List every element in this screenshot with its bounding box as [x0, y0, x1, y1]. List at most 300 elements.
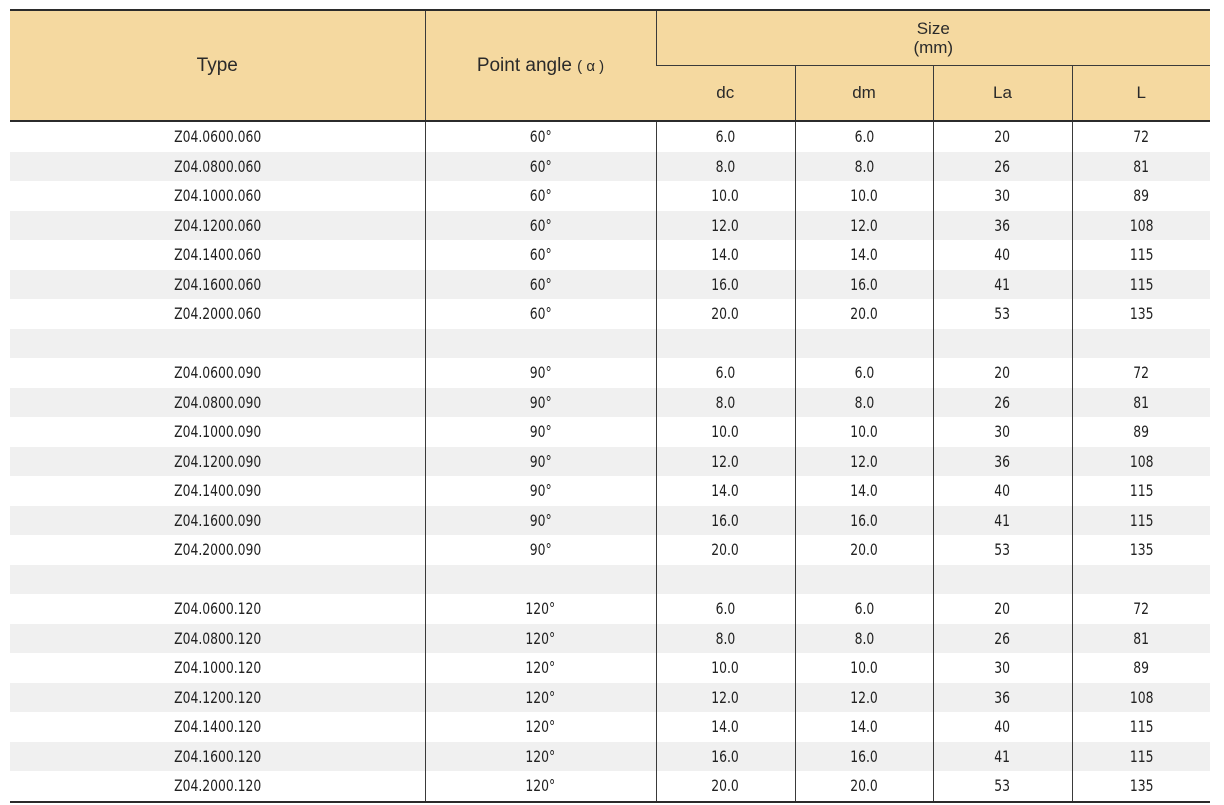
table-row: [10, 417, 1210, 447]
cell-l-value: 108: [1129, 215, 1154, 235]
cell-l: [1072, 624, 1210, 654]
cell-dc-value: 14.0: [711, 245, 740, 265]
cell-l-value: 81: [1133, 392, 1150, 412]
cell-dm: [795, 447, 933, 477]
header-alpha-symbol: ( α ): [577, 57, 605, 75]
cell-dm: [795, 388, 933, 418]
cell-la: [933, 771, 1072, 802]
table-row: [10, 506, 1210, 536]
cell-l: [1072, 506, 1210, 536]
cell-la-value: 26: [994, 156, 1011, 176]
cell-la: [933, 535, 1072, 565]
cell-angle: [425, 417, 656, 447]
cell-l: [1072, 270, 1210, 300]
cell-la: [933, 121, 1072, 152]
cell-la-value: 20: [994, 363, 1011, 383]
cell-dm: [795, 299, 933, 329]
cell-angle: [425, 211, 656, 241]
table-row: [10, 152, 1210, 182]
cell-type-value: Z04.1400.090: [173, 481, 261, 501]
cell-type-value: Z04.0800.120: [173, 628, 261, 648]
table-row: [10, 742, 1210, 772]
cell-la: [933, 329, 1072, 359]
cell-l-value: 89: [1133, 186, 1150, 206]
cell-dc: [656, 211, 795, 241]
cell-type: [10, 329, 425, 359]
cell-type-value: Z04.1600.090: [173, 510, 261, 530]
cell-type-value: Z04.1000.090: [173, 422, 261, 442]
cell-angle-value: 120°: [525, 658, 556, 678]
cell-angle: [425, 152, 656, 182]
cell-type: [10, 299, 425, 329]
table-body: [10, 121, 1210, 802]
cell-dm-value: 8.0: [854, 156, 874, 176]
cell-la-value: 20: [994, 599, 1011, 619]
cell-la-value: 36: [994, 451, 1011, 471]
cell-dc-value: 14.0: [711, 717, 740, 737]
header-dc: dc: [656, 66, 795, 122]
cell-l: [1072, 211, 1210, 241]
cell-type: [10, 594, 425, 624]
cell-type-value: Z04.2000.120: [173, 776, 261, 796]
cell-angle-value: 90°: [529, 451, 552, 471]
cell-l: [1072, 181, 1210, 211]
cell-angle: [425, 683, 656, 713]
cell-angle: [425, 594, 656, 624]
cell-la: [933, 565, 1072, 595]
cell-dc: [656, 712, 795, 742]
header-size-unit: (mm): [913, 38, 954, 57]
cell-la: [933, 653, 1072, 683]
cell-type: [10, 683, 425, 713]
cell-angle: [425, 565, 656, 595]
cell-angle-value: 120°: [525, 717, 556, 737]
cell-dm-value: 14.0: [850, 481, 878, 501]
cell-la-value: 30: [994, 658, 1011, 678]
cell-l-value: 115: [1129, 274, 1154, 294]
cell-angle-value: 90°: [529, 510, 552, 530]
table-row: [10, 181, 1210, 211]
cell-la-value: 20: [994, 127, 1011, 147]
header-l: L: [1072, 66, 1210, 122]
cell-dc: [656, 388, 795, 418]
cell-l: [1072, 771, 1210, 802]
cell-angle-value: 60°: [529, 127, 552, 147]
cell-dm-value: 8.0: [854, 392, 874, 412]
cell-dm: [795, 771, 933, 802]
cell-angle: [425, 121, 656, 152]
cell-dc-value: 6.0: [715, 363, 736, 383]
cell-la-value: 30: [994, 422, 1011, 442]
cell-la: [933, 152, 1072, 182]
cell-type-value: Z04.1400.060: [173, 245, 261, 265]
cell-angle-value: 120°: [525, 746, 556, 766]
cell-dm: [795, 358, 933, 388]
cell-dm: [795, 211, 933, 241]
cell-angle: [425, 388, 656, 418]
cell-dm: [795, 152, 933, 182]
cell-l: [1072, 447, 1210, 477]
cell-type: [10, 181, 425, 211]
cell-l: [1072, 683, 1210, 713]
table-row: [10, 270, 1210, 300]
cell-l: [1072, 742, 1210, 772]
cell-dc-value: 8.0: [715, 156, 736, 176]
cell-type-value: Z04.0600.060: [173, 127, 261, 147]
cell-dc-value: 16.0: [711, 746, 740, 766]
cell-angle: [425, 181, 656, 211]
cell-la-value: 36: [994, 215, 1011, 235]
cell-l: [1072, 152, 1210, 182]
cell-l-value: 89: [1133, 422, 1150, 442]
cell-dc-value: 14.0: [711, 481, 740, 501]
cell-dc-value: 8.0: [715, 392, 736, 412]
cell-dc-value: 20.0: [711, 776, 740, 796]
cell-dc: [656, 152, 795, 182]
cell-angle-value: 60°: [529, 215, 552, 235]
cell-type-value: Z04.0800.090: [173, 392, 261, 412]
cell-type: [10, 624, 425, 654]
cell-dc: [656, 683, 795, 713]
cell-l: [1072, 535, 1210, 565]
cell-la-value: 40: [994, 481, 1011, 501]
cell-l-value: 115: [1129, 746, 1154, 766]
cell-l: [1072, 121, 1210, 152]
cell-l-value: 81: [1133, 156, 1150, 176]
cell-la: [933, 683, 1072, 713]
cell-l-value: 89: [1133, 658, 1150, 678]
cell-dm-value: 16.0: [850, 274, 878, 294]
cell-type-value: Z04.2000.090: [173, 540, 261, 560]
cell-dm-value: 20.0: [850, 540, 878, 560]
header-size-label: Size: [916, 19, 950, 38]
cell-dm-value: 16.0: [850, 746, 878, 766]
cell-angle-value: 60°: [529, 186, 552, 206]
cell-dc-value: 10.0: [711, 422, 740, 442]
cell-dc: [656, 565, 795, 595]
cell-dm-value: 10.0: [850, 186, 878, 206]
cell-angle: [425, 476, 656, 506]
cell-la: [933, 211, 1072, 241]
table-header: [10, 10, 1210, 121]
cell-dc-value: 6.0: [715, 127, 736, 147]
cell-angle: [425, 624, 656, 654]
cell-angle: [425, 771, 656, 802]
cell-dc-value: 16.0: [711, 274, 740, 294]
cell-type: [10, 121, 425, 152]
cell-dc-value: 16.0: [711, 510, 740, 530]
table-row: [10, 211, 1210, 241]
cell-la-value: 40: [994, 245, 1011, 265]
cell-dm: [795, 653, 933, 683]
header-type-label: Type: [196, 54, 238, 76]
cell-angle: [425, 742, 656, 772]
cell-l: [1072, 417, 1210, 447]
cell-dc: [656, 535, 795, 565]
cell-type: [10, 417, 425, 447]
cell-la: [933, 417, 1072, 447]
cell-type: [10, 712, 425, 742]
cell-angle-value: 90°: [529, 363, 552, 383]
cell-type: [10, 535, 425, 565]
cell-dm: [795, 712, 933, 742]
cell-dm: [795, 742, 933, 772]
cell-dc: [656, 270, 795, 300]
header-size-group: [656, 10, 1210, 66]
cell-la: [933, 712, 1072, 742]
cell-angle: [425, 270, 656, 300]
cell-type-value: Z04.1200.120: [173, 687, 261, 707]
cell-angle-value: 60°: [529, 274, 552, 294]
header-point-angle-label: Point angle: [476, 54, 572, 76]
cell-type-value: Z04.0600.090: [173, 363, 261, 383]
cell-dc: [656, 358, 795, 388]
cell-angle: [425, 329, 656, 359]
cell-angle-value: 120°: [525, 776, 556, 796]
cell-l: [1072, 565, 1210, 595]
cell-la: [933, 270, 1072, 300]
table-row: [10, 358, 1210, 388]
cell-dm: [795, 624, 933, 654]
cell-l: [1072, 240, 1210, 270]
cell-type: [10, 565, 425, 595]
cell-type-value: Z04.0800.060: [173, 156, 261, 176]
table-row: [10, 712, 1210, 742]
cell-angle-value: 90°: [529, 540, 552, 560]
cell-angle-value: 90°: [529, 422, 552, 442]
cell-dm: [795, 270, 933, 300]
cell-dc-value: 12.0: [711, 451, 740, 471]
cell-dc: [656, 771, 795, 802]
cell-l-value: 135: [1129, 304, 1154, 324]
cell-type: [10, 152, 425, 182]
cell-dc-value: 10.0: [711, 186, 740, 206]
cell-dm: [795, 181, 933, 211]
header-type: [10, 10, 425, 121]
cell-type: [10, 358, 425, 388]
cell-dm: [795, 535, 933, 565]
cell-dc-value: 20.0: [711, 304, 740, 324]
cell-la: [933, 447, 1072, 477]
spec-table: [10, 9, 1210, 803]
cell-dm-value: 10.0: [850, 422, 878, 442]
cell-la: [933, 742, 1072, 772]
table-row: [10, 565, 1210, 595]
cell-la-value: 41: [994, 510, 1011, 530]
spec-table-container: [10, 9, 1210, 803]
cell-dc: [656, 476, 795, 506]
cell-dm-value: 20.0: [850, 304, 878, 324]
cell-l: [1072, 476, 1210, 506]
cell-la: [933, 181, 1072, 211]
cell-dc: [656, 653, 795, 683]
cell-l-value: 115: [1129, 717, 1154, 737]
cell-dm-value: 6.0: [854, 599, 874, 619]
cell-type-value: Z04.1200.060: [173, 215, 261, 235]
cell-la: [933, 624, 1072, 654]
cell-angle-value: 90°: [529, 481, 552, 501]
cell-angle: [425, 447, 656, 477]
cell-l-value: 72: [1133, 599, 1150, 619]
cell-la: [933, 506, 1072, 536]
cell-type: [10, 388, 425, 418]
cell-dm-value: 12.0: [850, 451, 878, 471]
header-la: La: [933, 66, 1072, 122]
cell-type-value: Z04.1600.120: [173, 746, 261, 766]
cell-dm: [795, 329, 933, 359]
cell-angle-value: 120°: [525, 599, 556, 619]
cell-type: [10, 447, 425, 477]
cell-la-value: 53: [994, 776, 1011, 796]
table-row: [10, 476, 1210, 506]
table-row: [10, 624, 1210, 654]
cell-dm-value: 16.0: [850, 510, 878, 530]
cell-la: [933, 388, 1072, 418]
table-row: [10, 240, 1210, 270]
cell-l-value: 115: [1129, 481, 1154, 501]
cell-angle: [425, 240, 656, 270]
cell-dc-value: 10.0: [711, 658, 740, 678]
header-row-top: [10, 10, 1210, 66]
cell-dm-value: 12.0: [850, 215, 878, 235]
cell-type: [10, 211, 425, 241]
cell-type: [10, 771, 425, 802]
cell-la-value: 26: [994, 392, 1011, 412]
cell-la: [933, 358, 1072, 388]
cell-type-value: Z04.1000.060: [173, 186, 261, 206]
cell-l-value: 115: [1129, 245, 1154, 265]
cell-la: [933, 299, 1072, 329]
cell-angle-value: 90°: [529, 392, 552, 412]
cell-dm: [795, 683, 933, 713]
cell-la: [933, 594, 1072, 624]
cell-la-value: 26: [994, 628, 1011, 648]
cell-dc: [656, 121, 795, 152]
cell-l: [1072, 594, 1210, 624]
table-row: [10, 299, 1210, 329]
cell-angle-value: 60°: [529, 304, 552, 324]
cell-angle: [425, 506, 656, 536]
table-row: [10, 683, 1210, 713]
cell-type-value: Z04.1200.090: [173, 451, 261, 471]
cell-l-value: 72: [1133, 363, 1150, 383]
cell-dm-value: 20.0: [850, 776, 878, 796]
header-dm: dm: [795, 66, 933, 122]
cell-dc: [656, 624, 795, 654]
cell-l: [1072, 299, 1210, 329]
cell-dm: [795, 594, 933, 624]
cell-type: [10, 653, 425, 683]
cell-angle-value: 60°: [529, 245, 552, 265]
cell-l: [1072, 388, 1210, 418]
cell-dm: [795, 476, 933, 506]
table-row: [10, 121, 1210, 152]
cell-angle: [425, 535, 656, 565]
cell-l: [1072, 358, 1210, 388]
cell-la-value: 41: [994, 274, 1011, 294]
cell-dc-value: 8.0: [715, 628, 736, 648]
cell-dm: [795, 506, 933, 536]
cell-dc: [656, 506, 795, 536]
cell-la-value: 41: [994, 746, 1011, 766]
cell-dc: [656, 240, 795, 270]
cell-dm-value: 12.0: [850, 687, 878, 707]
cell-l-value: 108: [1129, 687, 1154, 707]
cell-type-value: Z04.1000.120: [173, 658, 261, 678]
table-row: [10, 388, 1210, 418]
cell-l: [1072, 712, 1210, 742]
cell-angle: [425, 712, 656, 742]
cell-dm: [795, 565, 933, 595]
cell-type: [10, 270, 425, 300]
cell-dm-value: 8.0: [854, 628, 874, 648]
table-row: [10, 653, 1210, 683]
cell-dm: [795, 417, 933, 447]
cell-type-value: Z04.0600.120: [173, 599, 261, 619]
cell-dm-value: 6.0: [854, 127, 874, 147]
cell-dc-value: 12.0: [711, 687, 740, 707]
cell-la: [933, 476, 1072, 506]
cell-angle: [425, 653, 656, 683]
cell-la-value: 36: [994, 687, 1011, 707]
cell-type: [10, 240, 425, 270]
table-row: [10, 447, 1210, 477]
cell-dm-value: 10.0: [850, 658, 878, 678]
header-point-angle: [425, 10, 656, 121]
cell-dc: [656, 742, 795, 772]
cell-dc: [656, 417, 795, 447]
cell-la-value: 53: [994, 304, 1011, 324]
cell-dm-value: 14.0: [850, 717, 878, 737]
cell-dc: [656, 299, 795, 329]
cell-l-value: 81: [1133, 628, 1150, 648]
cell-type: [10, 742, 425, 772]
cell-dm-value: 14.0: [850, 245, 878, 265]
table-row: [10, 329, 1210, 359]
cell-angle: [425, 358, 656, 388]
table-row: [10, 771, 1210, 802]
cell-l-value: 72: [1133, 127, 1150, 147]
cell-dc: [656, 181, 795, 211]
cell-type: [10, 506, 425, 536]
cell-type-value: Z04.1400.120: [173, 717, 261, 737]
cell-dm: [795, 240, 933, 270]
cell-dc: [656, 329, 795, 359]
table-row: [10, 594, 1210, 624]
cell-l: [1072, 329, 1210, 359]
cell-l-value: 135: [1129, 776, 1154, 796]
table-row: [10, 535, 1210, 565]
cell-type-value: Z04.1600.060: [173, 274, 261, 294]
cell-type: [10, 476, 425, 506]
cell-la: [933, 240, 1072, 270]
cell-dc-value: 6.0: [715, 599, 736, 619]
cell-la-value: 30: [994, 186, 1011, 206]
cell-angle-value: 120°: [525, 628, 556, 648]
cell-type-value: Z04.2000.060: [173, 304, 261, 324]
cell-angle-value: 120°: [525, 687, 556, 707]
cell-la-value: 53: [994, 540, 1011, 560]
cell-dc-value: 12.0: [711, 215, 740, 235]
cell-l: [1072, 653, 1210, 683]
cell-dm-value: 6.0: [854, 363, 874, 383]
cell-angle: [425, 299, 656, 329]
cell-angle-value: 60°: [529, 156, 552, 176]
cell-l-value: 108: [1129, 451, 1154, 471]
cell-la-value: 40: [994, 717, 1011, 737]
cell-dm: [795, 121, 933, 152]
cell-dc: [656, 594, 795, 624]
